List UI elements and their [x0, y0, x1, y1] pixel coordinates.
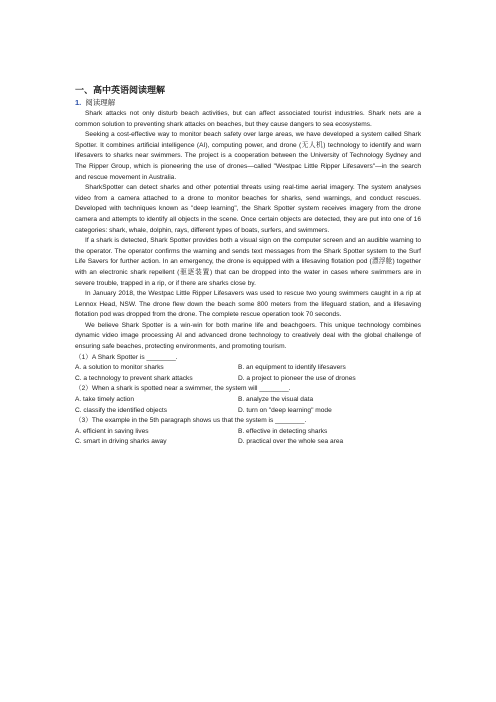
- option-a: A. efficient in saving lives: [75, 427, 149, 435]
- option-c: C. smart in driving sharks away: [75, 438, 167, 446]
- option-row: [75, 437, 421, 448]
- option-d: D. turn on "deep learning" mode: [238, 406, 332, 414]
- question-stem: （1）A Shark Spotter is ________.: [75, 353, 178, 361]
- document-body: [75, 84, 421, 448]
- paragraph-5: In January 2018, the Westpac Little Ripper Lifesavers was used to rescue two young swimmers caught in a rip at Lennox Head, NSW. The drone flew down the beach some 800 meters from the lifeguard station, and a lifesaving flotation pod was dropped from the drone. The complete rescue operation took 70 seconds.: [75, 290, 421, 319]
- question-3: [75, 416, 421, 448]
- option-b: B. an equipment to identify lifesavers: [238, 364, 346, 372]
- option-row: [75, 374, 421, 385]
- question-2: [75, 384, 421, 416]
- option-row: [75, 427, 421, 438]
- question-1: [75, 353, 421, 385]
- section-title: 一、高中英语阅读理解: [75, 85, 166, 95]
- subheading-number: 1.: [75, 98, 82, 107]
- paragraph-2: Seeking a cost-effective way to monitor beach safety over large areas, we have developed a system called Shark Spotter. It combines artificial intelligence (AI), computing power, and drone (无人机) technology to identify and warn lifesavers to sharks near swimmers. The project is a cooperation between the University of Technology Sydney and The Ripper Group, which is pioneering the use of drones—called "Westpac Little Ripper Lifesavers"—in the search and rescue movement in Australia.: [75, 131, 421, 181]
- option-c: C. a technology to prevent shark attacks: [75, 374, 193, 382]
- option-c: C. classify the identified objects: [75, 406, 167, 414]
- paragraph-4: If a shark is detected, Shark Spotter provides both a visual sign on the computer screen and an audible warning to the operator. The operator confirms the warning and sends text messages from the Shark Spotter system to the Surf Life Savers for further action. In an emergency, the drone is equipped with a lifesaving flotation pod (漂浮舱) together with an electronic shark repellent (驱逐装置) that can be dropped into the water in cases where swimmers are in severe trouble, trapped in a rip, or if there are sharks close by.: [75, 237, 421, 287]
- subheading: [75, 98, 421, 108]
- paragraph-1: Shark attacks not only disturb beach activities, but can affect associated tourist industries. Shark nets are a common solution to preventing shark attacks on beaches, but they cause dangers to sea ecosystems.: [75, 110, 421, 128]
- option-a: A. a solution to monitor sharks: [75, 364, 164, 372]
- option-b: B. analyze the visual data: [238, 396, 314, 404]
- option-row: [75, 363, 421, 374]
- paragraph-3: SharkSpotter can detect sharks and other potential threats using real-time aerial imagery. The system analyses video from a camera attached to a drone to monitor beaches for sharks, send warnings, and conduct rescues. Developed with techniques known as "deep learning", the Shark Spotter system receives imagery from the drone camera and attempts to identify all objects in the scene. Once certain objects are detected, they are put into one of 16 categories: shark, whale, dolphin, rays, different types of boats, surfers, and swimmers.: [75, 184, 421, 234]
- option-a: A. take timely action: [75, 396, 135, 404]
- paragraph-6: We believe Shark Spotter is a win-win for both marine life and beachgoers. This unique technology combines dynamic video image processing AI and advanced drone technology to creatively deal with the global challenge of ensuring safe beaches, protecting environments, and promoting tourism.: [75, 321, 421, 351]
- question-stem: （3）The example in the 5th paragraph shows us that the system is ________.: [75, 417, 307, 425]
- option-row: [75, 406, 421, 417]
- option-d: D. practical over the whole sea area: [238, 438, 344, 446]
- option-b: B. effective in detecting sharks: [238, 427, 328, 435]
- question-stem: （2）When a shark is spotted near a swimmer, the system will ________.: [75, 385, 291, 393]
- option-row: [75, 395, 421, 406]
- subheading-text: 阅读理解: [85, 98, 116, 107]
- option-d: D. a project to pioneer the use of drones: [238, 374, 356, 382]
